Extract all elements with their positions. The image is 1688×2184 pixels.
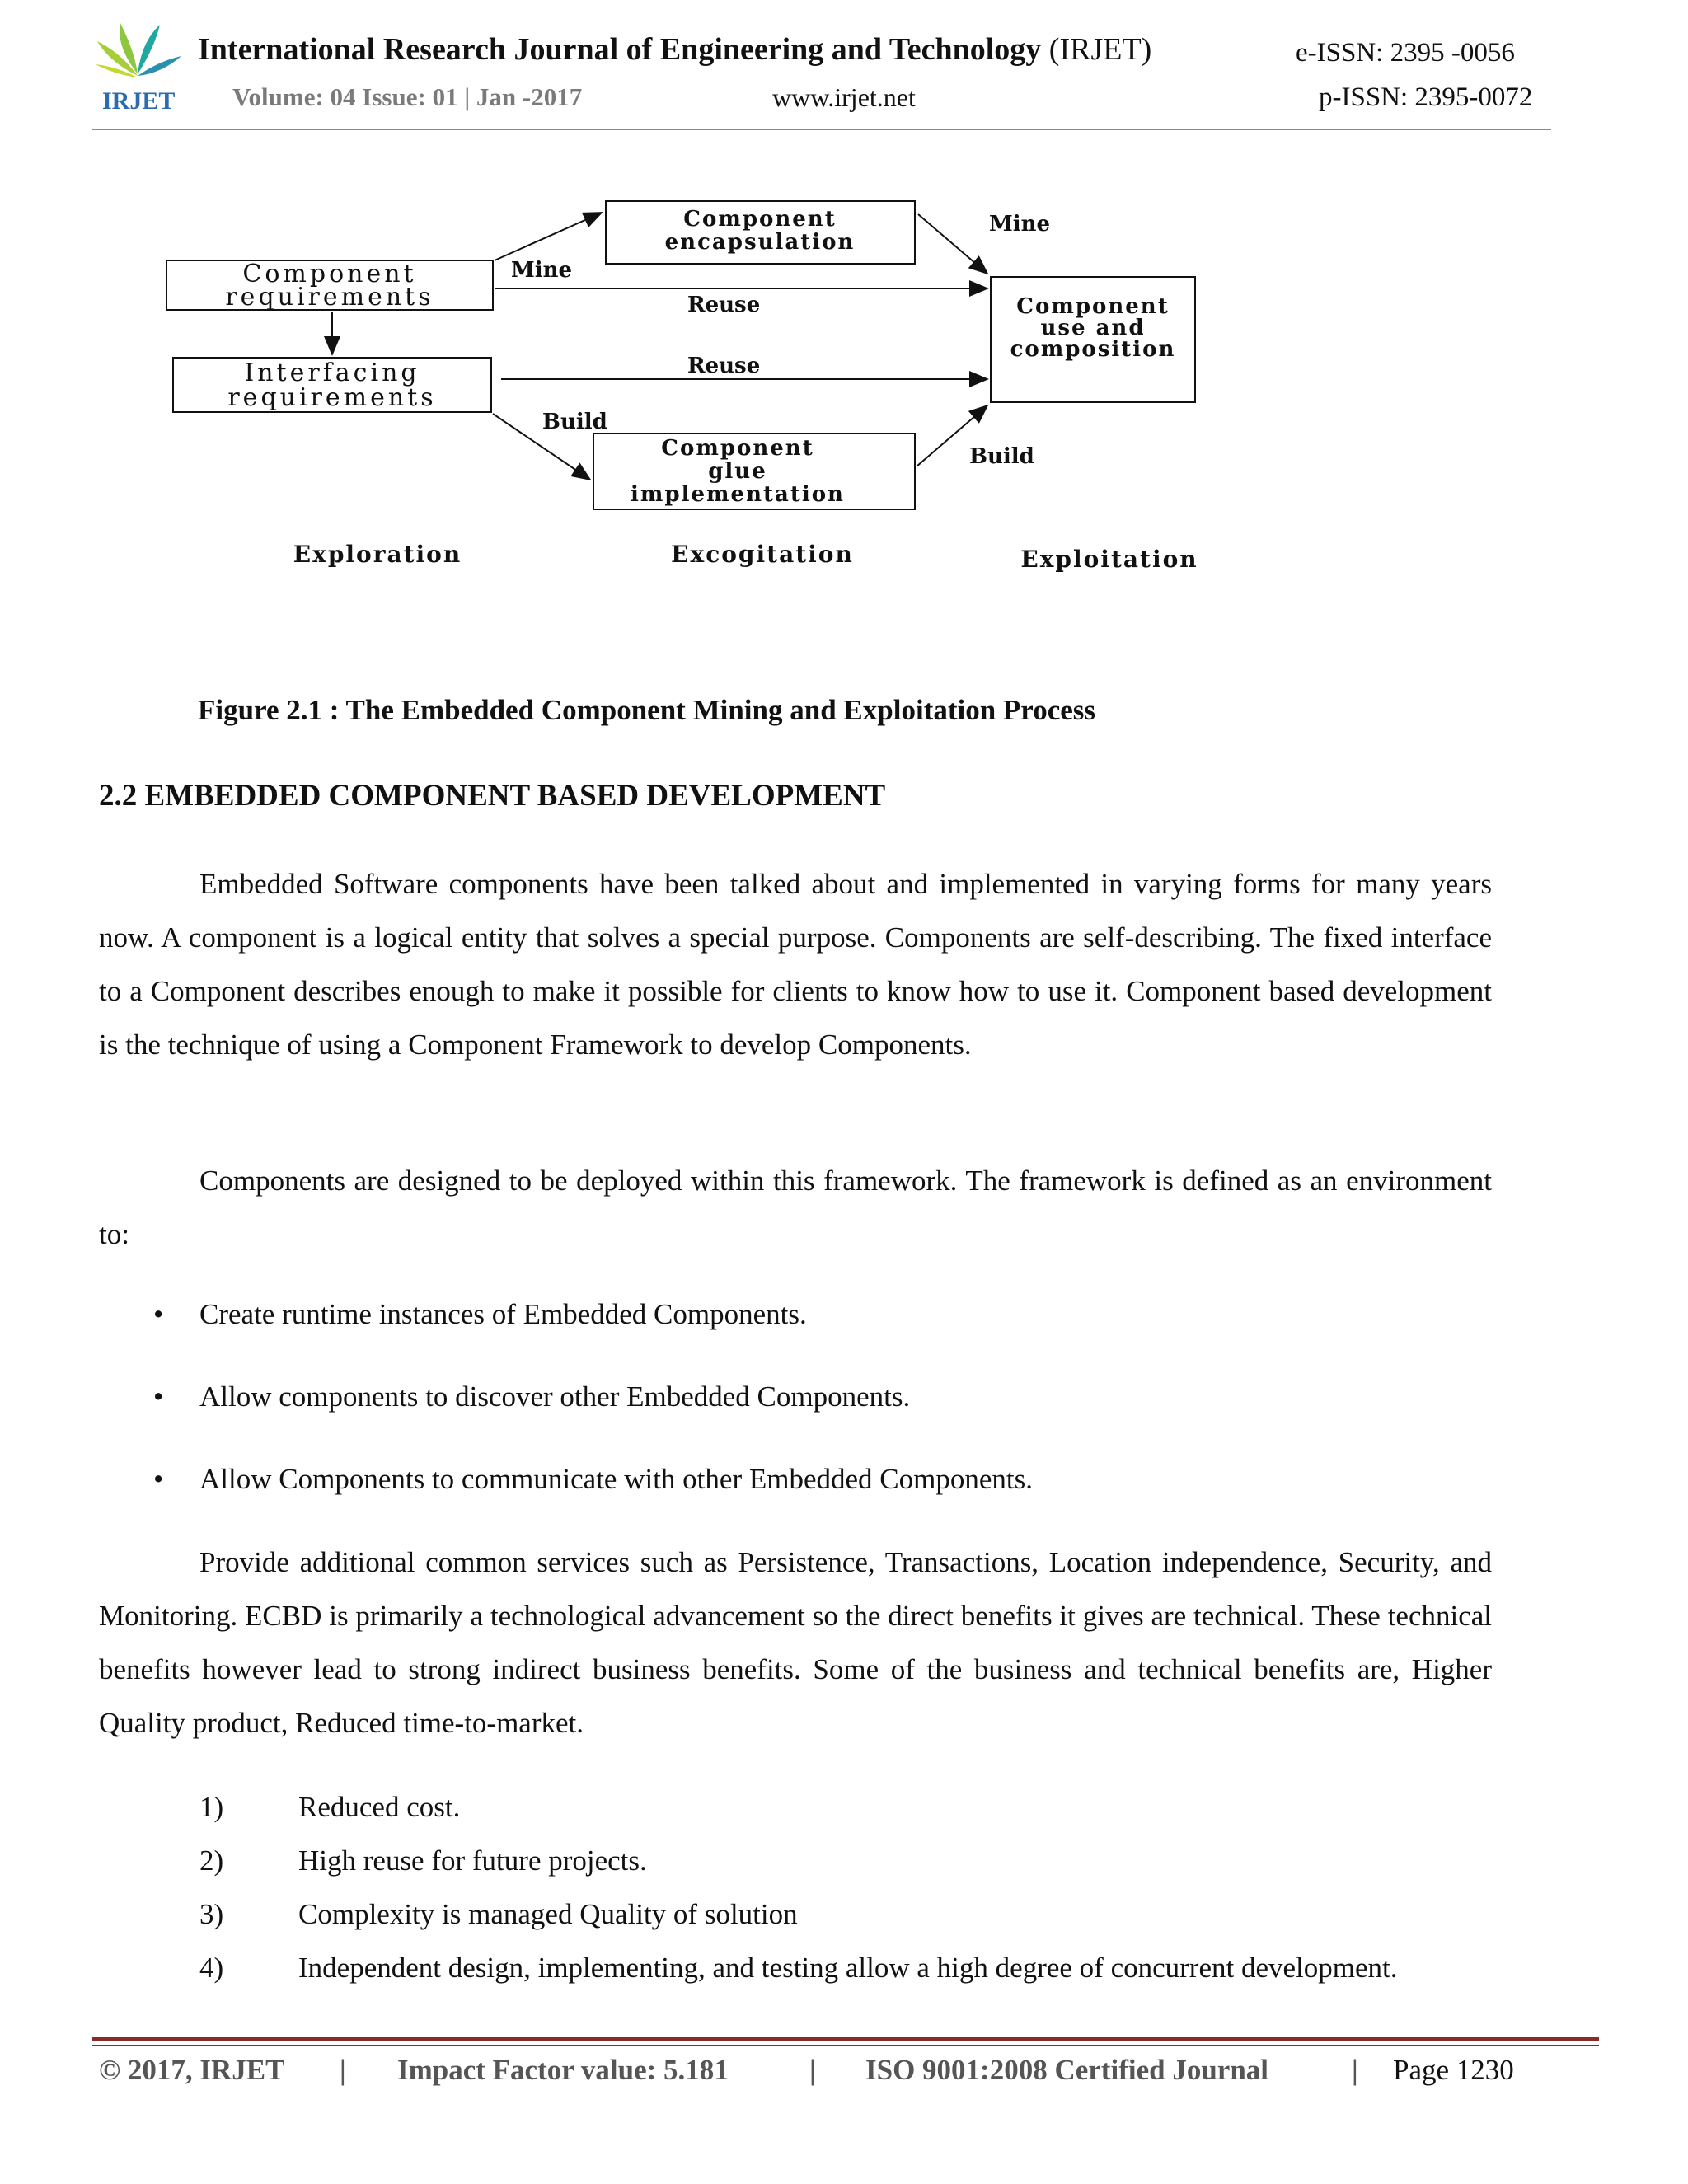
list-item: • Allow components to discover other Embedded Components.: [99, 1370, 1492, 1452]
paragraph: Components are designed to be deployed within this framework. The framework is defined as an environment to:: [99, 1165, 1492, 1250]
journal-abbr: (IRJET): [1048, 32, 1152, 67]
box-label: requirements: [225, 283, 434, 312]
page-footer: [99, 2054, 1558, 2103]
footer-separator: |: [340, 2054, 346, 2086]
box-label: requirements: [227, 383, 437, 412]
arrow-label: Mine: [511, 258, 573, 283]
list-item: 4) Independent design, implementing, and testing allow a high degree of concurrent development.: [199, 1952, 1398, 1984]
arrow-label: Build: [969, 444, 1034, 469]
list-item: 1) Reduced cost.: [199, 1791, 461, 1823]
box-label: implementation: [631, 482, 845, 507]
box-label: encapsulation: [664, 230, 856, 255]
arrow-label: Mine: [989, 212, 1051, 237]
bullet-list: [99, 1287, 1492, 1535]
figure-diagram: [157, 190, 1261, 585]
figure-caption: Figure 2.1 : The Embedded Component Mining and Exploitation Process: [198, 694, 1096, 726]
section-heading: 2.2 EMBEDDED COMPONENT BASED DEVELOPMENT: [99, 779, 886, 813]
arrow-mine-left: [495, 213, 602, 260]
page-number: Page 1230: [1393, 2054, 1514, 2086]
phase-label-exploration: Exploration: [293, 541, 462, 568]
arrow-label: Reuse: [687, 354, 761, 378]
arrow-label: Build: [542, 410, 607, 434]
box-label: use and: [1040, 316, 1146, 340]
box-label: Component: [242, 260, 417, 288]
list-item: 2) High reuse for future projects.: [199, 1844, 647, 1877]
bullet-icon: •: [153, 1298, 164, 1330]
box-label: Component: [661, 436, 814, 461]
footer-separator: |: [809, 2054, 816, 2086]
irjet-logo: [92, 16, 183, 115]
pissn: p-ISSN: 2395-0072: [1319, 82, 1533, 112]
list-item: • Allow Components to communicate with other Embedded Components.: [99, 1452, 1492, 1535]
arrow-label: Reuse: [687, 293, 761, 317]
journal-title: International Research Journal of Engineering and Technology (IRJET): [198, 32, 1152, 67]
box-label: Component: [683, 207, 837, 232]
paragraph: Embedded Software components have been talked about and implemented in varying forms for many years now. A component is a logical entity that solves a special purpose. Components are self-describing. The fixed interface to a Component describes enough to make it possible for clients to know how to use it. Component based development is the technique of using a Component Framework to develop Components.: [99, 868, 1492, 1061]
eissn: e-ISSN: 2395 -0056: [1296, 38, 1515, 68]
box-label: Interfacing: [244, 359, 420, 387]
phase-label-excogitation: Excogitation: [671, 541, 854, 568]
arrow-mine-right: [918, 214, 987, 274]
box-label: glue: [708, 459, 767, 484]
header-divider: [92, 129, 1551, 130]
box-label: composition: [1010, 337, 1176, 362]
bullet-icon: •: [153, 1463, 164, 1495]
page-header: [92, 16, 1550, 132]
process-diagram: [157, 190, 1261, 585]
logo-text: IRJET: [102, 87, 176, 115]
footer-separator: |: [1352, 2054, 1358, 2086]
phase-label-exploitation: Exploitation: [1020, 546, 1198, 573]
website-link[interactable]: www.irjet.net: [772, 82, 916, 112]
footer-divider: [92, 2037, 1599, 2041]
footer-divider: [92, 2045, 1599, 2046]
box-label: Component: [1016, 294, 1170, 319]
volume-issue: Volume: 04 Issue: 01 | Jan -2017: [232, 82, 583, 111]
list-item: • Create runtime instances of Embedded Components.: [99, 1287, 1492, 1370]
footer-impact-factor: Impact Factor value: 5.181: [397, 2054, 729, 2086]
list-item: 3) Complexity is managed Quality of solution: [199, 1898, 798, 1930]
footer-copyright: © 2017, IRJET: [99, 2054, 285, 2086]
paragraph: Provide additional common services such as Persistence, Transactions, Location independence, Security, and Monitoring. ECBD is primarily a technological advancement so the direct benefits it gives are technical. These technical benefits however lead to strong indirect business benefits. Some of the business and technical benefits are, Higher Quality product, Reduced time-to-market.: [99, 1546, 1492, 1739]
footer-iso: ISO 9001:2008 Certified Journal: [865, 2054, 1269, 2086]
numbered-list: [99, 1780, 1492, 1994]
bullet-icon: •: [153, 1380, 164, 1413]
